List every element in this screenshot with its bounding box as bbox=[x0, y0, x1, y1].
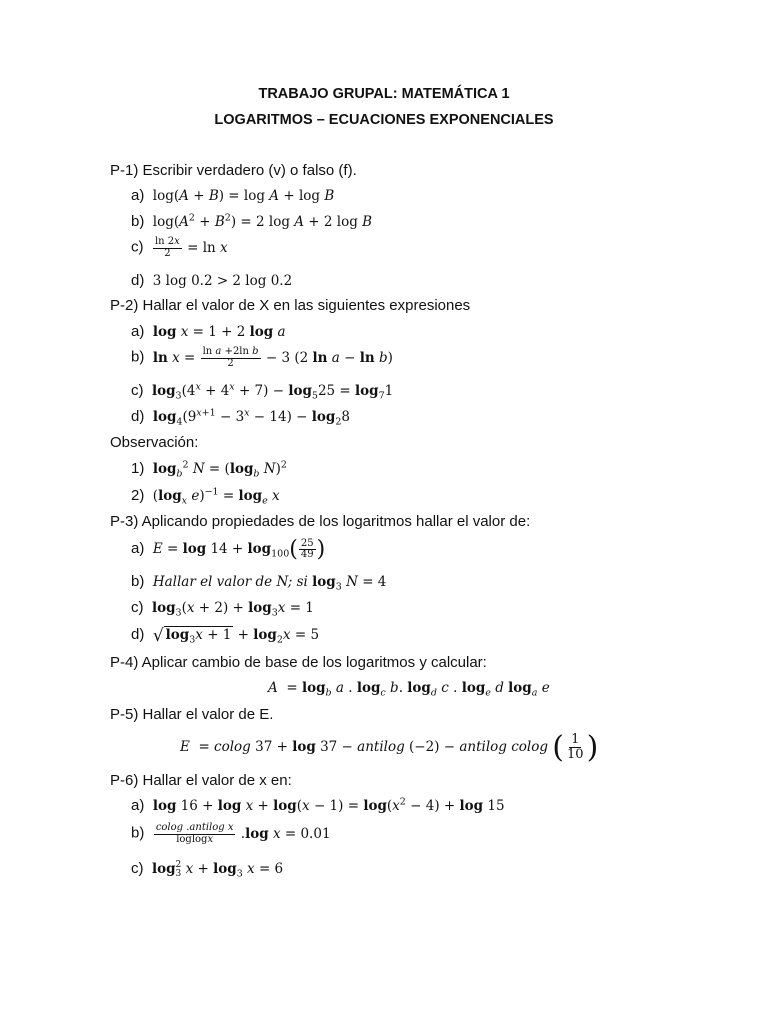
p3-heading: P-3) Aplicando propiedades de los logaritmos hallar el valor de: bbox=[110, 513, 531, 530]
p3-label-d: d) bbox=[131, 626, 145, 643]
p3-formula-b: Hallar el valor de N; si $\log_3 N = 4$ bbox=[152, 574, 387, 593]
p3-item-c bbox=[131, 599, 314, 619]
p3-item-b bbox=[131, 573, 387, 593]
document-title-2: LOGARITMOS – ECUACIONES EXPONENCIALES bbox=[214, 112, 554, 128]
p3-label-c: c) bbox=[131, 599, 144, 616]
p6-item-a bbox=[131, 797, 505, 814]
p2-formula-c: $\log_3(4^x + 4^x + 7) - \log_525 = \log_71$ bbox=[151, 381, 394, 402]
p3-b-text: Hallar el valor de N; si bbox=[152, 574, 308, 590]
p1-item-b bbox=[131, 213, 372, 230]
p1-label-a: a) bbox=[131, 187, 145, 204]
p4-formula: $A = \log_b a$ . $\log_c b$. $\log_d c$ . $\log_e d$ $\log_a e$ bbox=[268, 680, 550, 699]
p2-formula-b: ln x = $\frac{\text{ln a +2ln b}}{2}$ − 3 (2 ln a − ln b) bbox=[152, 346, 393, 369]
obs-formula-2: ($\log_x$ $e)^{-1} = \log_e x$ bbox=[148, 486, 280, 507]
p1-formula-c: $\frac{\ln 2x}{2}$ = ln x bbox=[154, 236, 228, 259]
p1-item-a bbox=[131, 187, 334, 204]
p6-item-b bbox=[131, 823, 331, 845]
obs-formula-1: $\log_b^2 N = (\log_b$ N)$^2$ bbox=[152, 459, 287, 480]
p3-label-a: a) bbox=[131, 540, 145, 557]
p2-item-a bbox=[131, 323, 286, 340]
p6-label-c: c) bbox=[131, 860, 144, 877]
p6-formula-c: log 2 3 $x + \log_3 x = 6$ bbox=[151, 860, 284, 880]
p6-formula-b: $\frac{\text{colog .antilog x}}{\text{loglogx}}$ .log x = 0.01 bbox=[155, 822, 331, 845]
obs-label-2: 2) bbox=[131, 487, 145, 504]
p2-label-d: d) bbox=[131, 408, 145, 425]
p2-item-c bbox=[131, 381, 394, 402]
p1-item-d bbox=[131, 272, 292, 289]
p2-label-c: c) bbox=[131, 382, 144, 399]
p6-formula-a: $\log 16 + \log x + \log(x - 1) = \log(x^2 - 4) + \log 15$ bbox=[152, 796, 505, 814]
p3-label-b: b) bbox=[131, 573, 145, 590]
p6-label-b: b) bbox=[131, 824, 145, 842]
p1-formula-b: $\log(A^2 + B^2) = 2$ log A + 2 log B bbox=[148, 212, 373, 230]
p3-item-d bbox=[131, 626, 319, 646]
p1-label-b: b) bbox=[131, 213, 145, 230]
p3-formula-c: $\log_3(x + 2) + \log_3x = 1$ bbox=[151, 600, 314, 619]
p2-label-b: b) bbox=[131, 348, 145, 366]
p2-label-a: a) bbox=[131, 323, 145, 340]
p3-item-a bbox=[131, 537, 325, 562]
p1-label-d: d) bbox=[131, 272, 145, 289]
p6-label-a: a) bbox=[131, 797, 145, 814]
p5-formula: E = colog 37 + log 37 − antilog (−2) − antilog colog ( $\frac{1}{10}$ ) bbox=[180, 730, 599, 765]
p2-item-b bbox=[131, 347, 393, 369]
p2-heading: P-2) Hallar el valor de X en las siguientes expresiones bbox=[110, 297, 471, 314]
p3-formula-d: √ $\log_3x + 1 + \log_2x = 5$ bbox=[152, 626, 320, 646]
obs-item-1 bbox=[131, 459, 287, 480]
p6-heading: P-6) Hallar el valor de x en: bbox=[110, 772, 292, 789]
p1-item-c bbox=[131, 237, 228, 259]
obs-label-1: 1) bbox=[131, 460, 145, 477]
p4-heading: P-4) Aplicar cambio de base de los logaritmos y calcular: bbox=[110, 654, 487, 671]
p1-heading: P-1) Escribir verdadero (v) o falso (f). bbox=[110, 162, 357, 179]
p3-formula-a: $E = \log 14 + \log_{100}$( $\frac{25}{49}$ ) bbox=[152, 537, 326, 562]
p2-item-d bbox=[131, 407, 350, 428]
document-title-1: TRABAJO GRUPAL: MATEMÁTICA 1 bbox=[258, 86, 510, 102]
p5-heading: P-5) Hallar el valor de E. bbox=[110, 706, 274, 723]
p6-item-c bbox=[131, 860, 283, 878]
p1-formula-a: log(A + B) = log A + log B bbox=[148, 188, 335, 204]
obs-item-2 bbox=[131, 486, 280, 507]
p2-formula-d: $\log_4(9^{x+1} - 3^x - 14) - \log_28$ bbox=[152, 407, 350, 428]
p1-label-c: c) bbox=[131, 238, 144, 256]
observation-heading: Observación: bbox=[110, 434, 199, 451]
p2-formula-a: log x = 1 + 2 log a bbox=[152, 324, 286, 340]
p1-formula-d: 3 log 0.2 > 2 log 0.2 bbox=[148, 273, 293, 289]
